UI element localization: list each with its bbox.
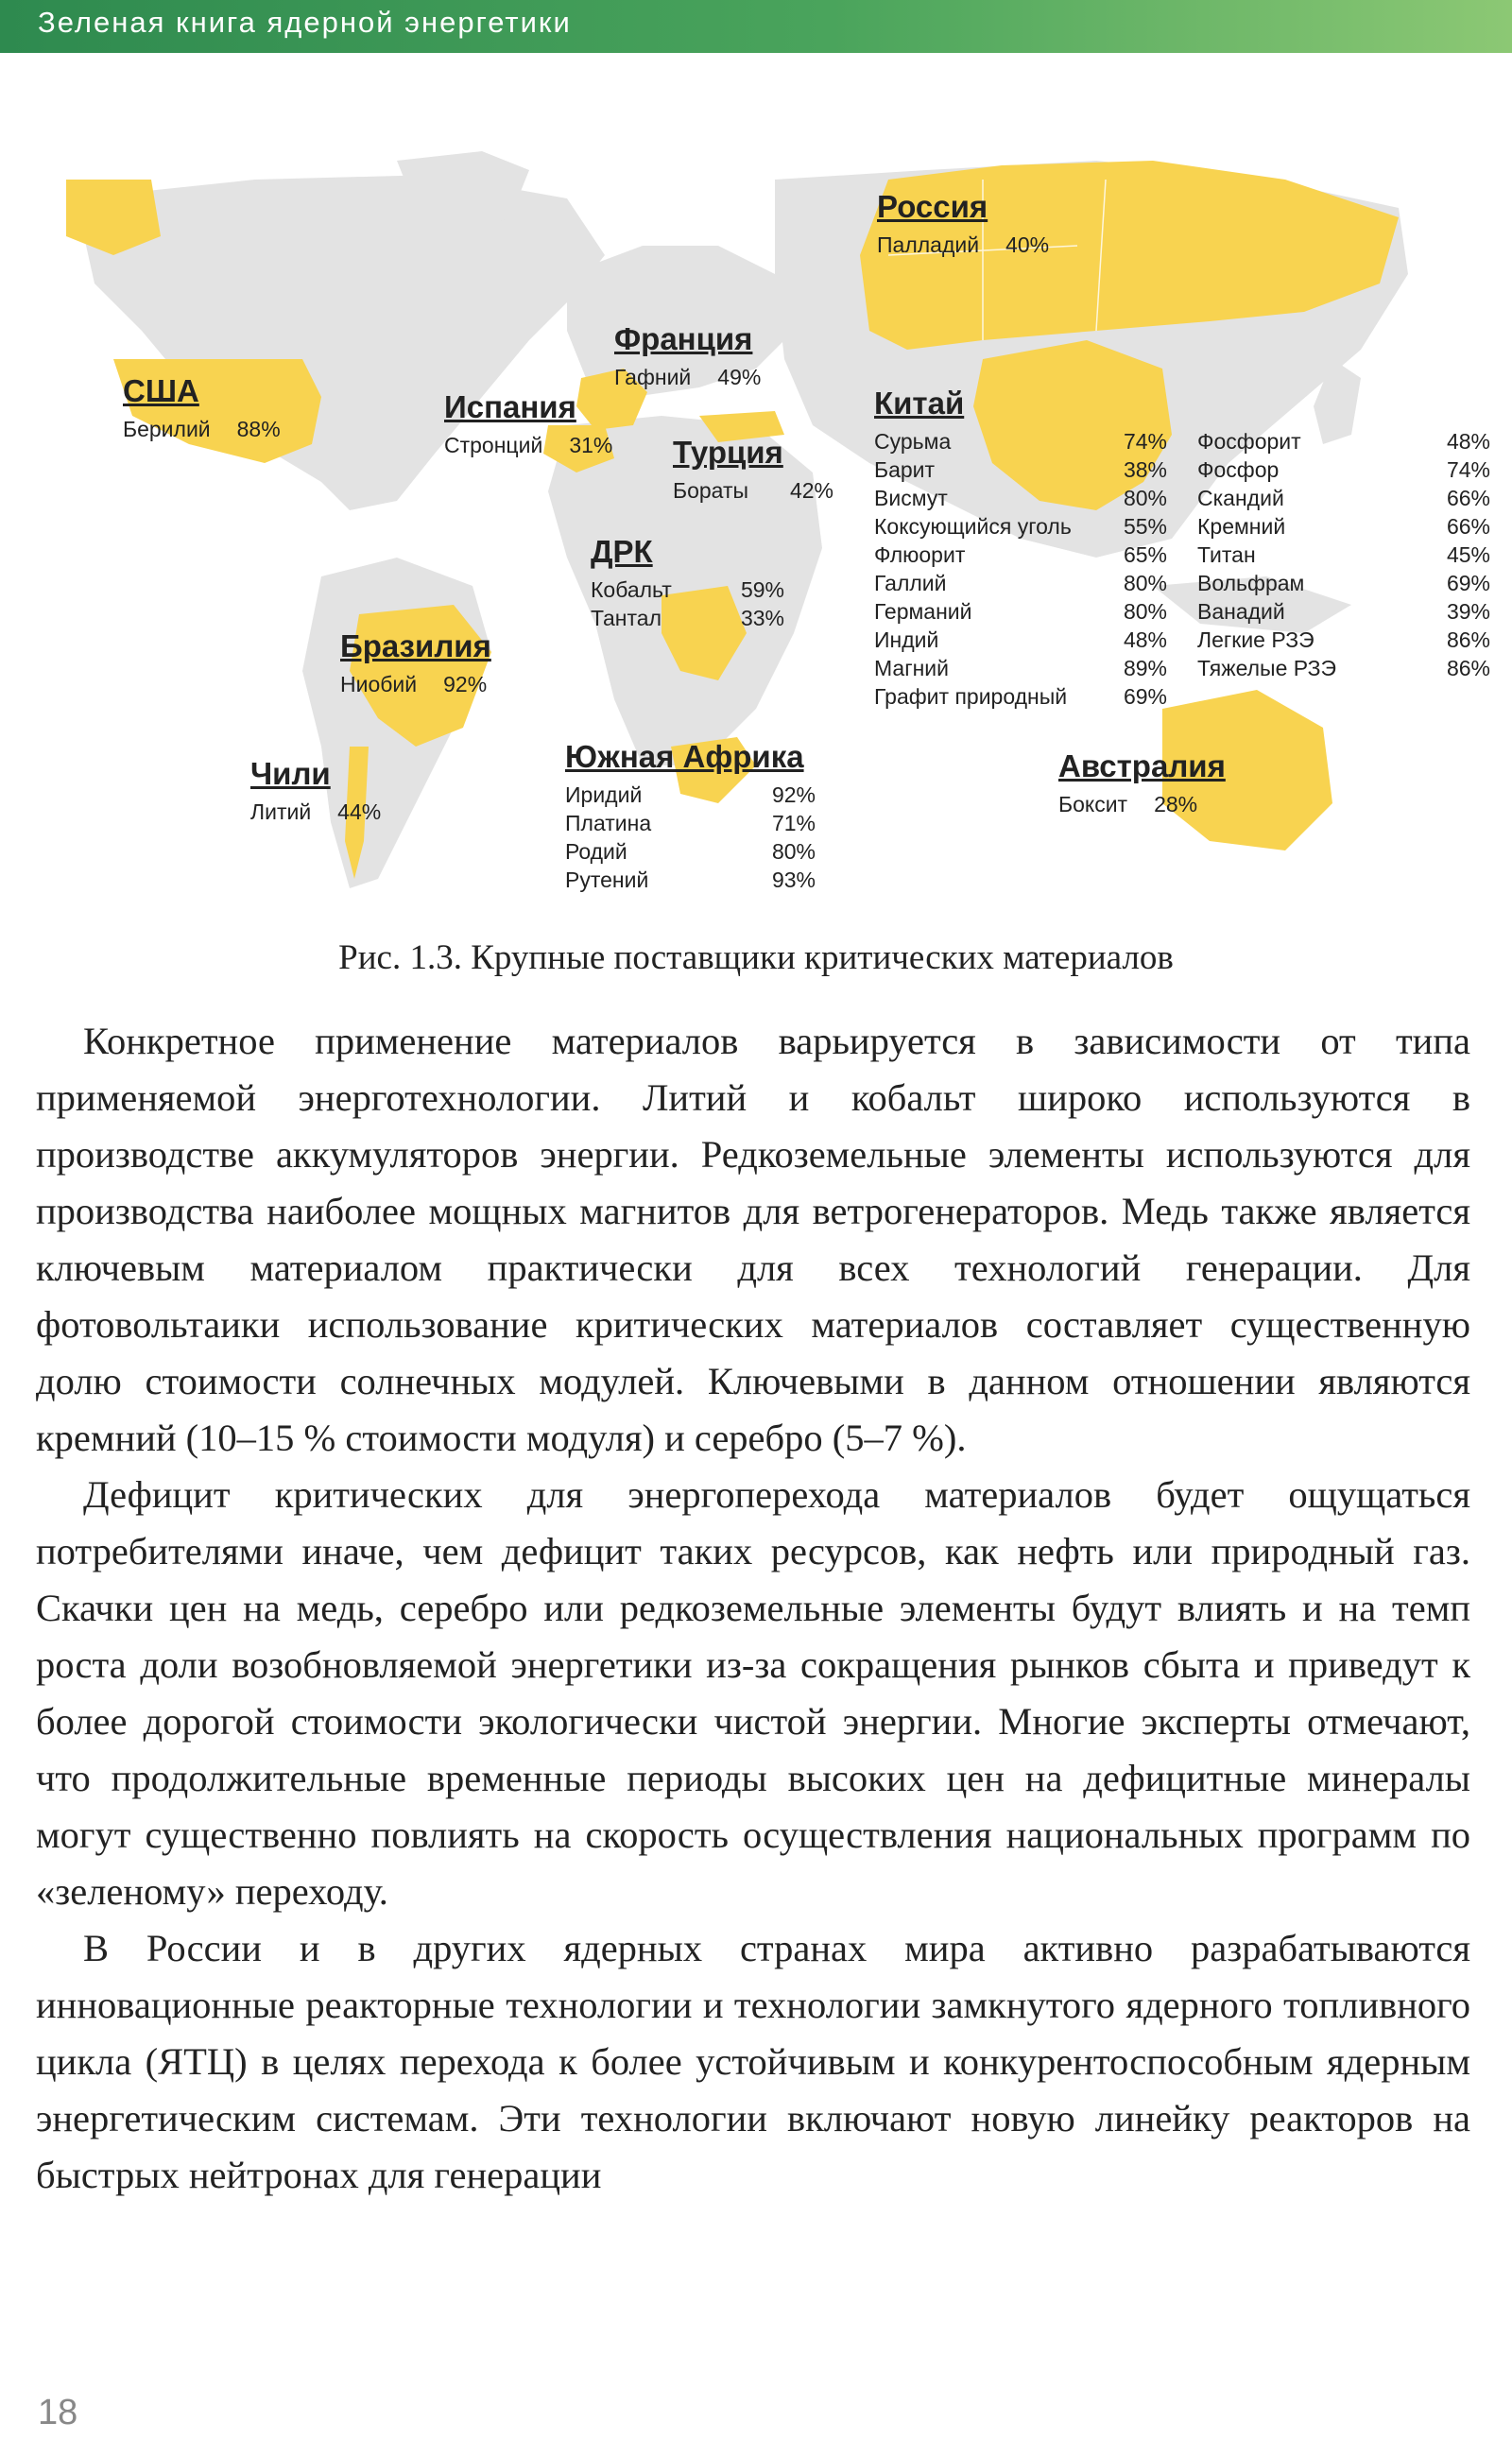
label-turkey: [673, 435, 833, 505]
china-materials-right: [1197, 427, 1490, 711]
label-drc: [591, 534, 784, 632]
material-row: Германий 80%: [874, 599, 1167, 624]
material-row: Тяжелые РЗЭ 86%: [1197, 656, 1490, 680]
material-row: Галлий 80%: [874, 571, 1167, 595]
label-spain: [444, 389, 612, 459]
country-name-chile: Чили: [250, 756, 331, 791]
world-map-figure: [38, 142, 1493, 926]
material-row: Родий 80%: [565, 839, 816, 864]
material-row: Литий 44%: [250, 799, 382, 824]
material-row: Индий 48%: [874, 627, 1167, 652]
body-text: [36, 1013, 1470, 2204]
material-row: Кобальт 59%: [591, 577, 784, 602]
material-row: Сурьма 74%: [874, 429, 1167, 454]
label-china: [874, 386, 1490, 711]
material-row: Фосфорит 48%: [1197, 429, 1490, 454]
material-row: Кремний 66%: [1197, 514, 1490, 539]
material-row: Бораты 42%: [673, 478, 833, 503]
figure-caption: Рис. 1.3. Крупные поставщики критических материалов: [338, 938, 1174, 977]
material-row: Флюорит 65%: [874, 542, 1167, 567]
country-name-brazil: Бразилия: [340, 628, 491, 663]
material-row: Коксующийся уголь 55%: [874, 514, 1167, 539]
material-row: Ванадий 39%: [1197, 599, 1490, 624]
material-row: Скандий 66%: [1197, 486, 1490, 510]
label-australia: [1058, 748, 1226, 818]
material-row: Ниобий 92%: [340, 672, 488, 696]
material-row: Висмут 80%: [874, 486, 1167, 510]
material-row: Боксит 28%: [1058, 792, 1198, 816]
material-row: Платина 71%: [565, 811, 816, 835]
paragraph: Конкретное применение материалов варьируется в зависимости от типа применяемой энерготехнологии. Литий и кобальт широко используются в производстве аккумуляторов энергии. Редкоземельные элементы используются для производства наиболее мощных магнитов для ветрогенераторов. Медь также является ключевым материалом практически для всех технологий генерации. Для фотовольтаики использование критических материалов составляет существенную долю стоимости солнечных модулей. Ключевыми в данном отношении являются кремний (10–15 % стоимости модуля) и серебро (5–7 %).: [36, 1020, 1470, 1459]
country-name-france: Франция: [614, 321, 753, 356]
label-brazil: [340, 628, 491, 698]
material-row: Рутений 93%: [565, 868, 816, 892]
material-row: Гафний 49%: [614, 365, 762, 389]
material-row: Легкие РЗЭ 86%: [1197, 627, 1490, 652]
material-row: Титан 45%: [1197, 542, 1490, 567]
label-france: [614, 321, 761, 391]
material-row: Тантал 33%: [591, 606, 784, 630]
running-header-title: Зеленая книга ядерной энергетики: [38, 6, 572, 39]
paragraph: В России и в других ядерных странах мира активно разрабатываются инновационные реакторные технологии и технологии замкнутого ядерного топливного цикла (ЯТЦ) в целях перехода к более устойчивым и конкурентоспособным ядерным энергетическим системам. Эти технологии включают новую линейку реакторов на быстрых нейтронах для генерации: [36, 1927, 1470, 2196]
material-row: Иридий 92%: [565, 782, 816, 807]
header-band: [0, 0, 1512, 53]
country-name-russia: Россия: [877, 189, 988, 224]
material-row: Палладий 40%: [877, 232, 1050, 257]
label-russia: [877, 189, 1049, 259]
material-row: Фосфор 74%: [1197, 457, 1490, 482]
material-row: Вольфрам 69%: [1197, 571, 1490, 595]
material-row: Магний 89%: [874, 656, 1167, 680]
country-name-australia: Австралия: [1058, 748, 1226, 783]
material-row: Барит 38%: [874, 457, 1167, 482]
material-row: Стронций 31%: [444, 433, 613, 457]
page-number: 18: [38, 2393, 78, 2432]
country-name-china: Китай: [874, 386, 965, 421]
label-chile: [250, 756, 381, 826]
country-name-spain: Испания: [444, 389, 576, 424]
label-south-africa: [565, 739, 816, 894]
paragraph: Дефицит критических для энергоперехода материалов будет ощущаться потребителями иначе, чем дефицит таких ресурсов, как нефть или природный газ. Скачки цен на медь, серебро или редкоземельные элементы будут влиять и на темп роста доли возобновляемой энергетики из-за сокращения рынков сбыта и приведут к более дорогой стоимости экологически чистой энергии. Многие эксперты отмечают, что продолжительные временные периоды высоких цен на дефицитные минералы могут существенно повлиять на скорость осуществления национальных программ по «зеленому» переходу.: [36, 1473, 1470, 1913]
china-materials-left: [874, 427, 1167, 711]
country-name-usa: США: [123, 373, 199, 408]
country-name-south-africa: Южная Африка: [565, 739, 804, 774]
material-row: Берилий 88%: [123, 417, 281, 441]
country-name-turkey: Турция: [673, 435, 783, 470]
country-name-drc: ДРК: [591, 534, 653, 569]
label-usa: [123, 373, 281, 443]
material-row: Графит природный 69%: [874, 684, 1167, 709]
